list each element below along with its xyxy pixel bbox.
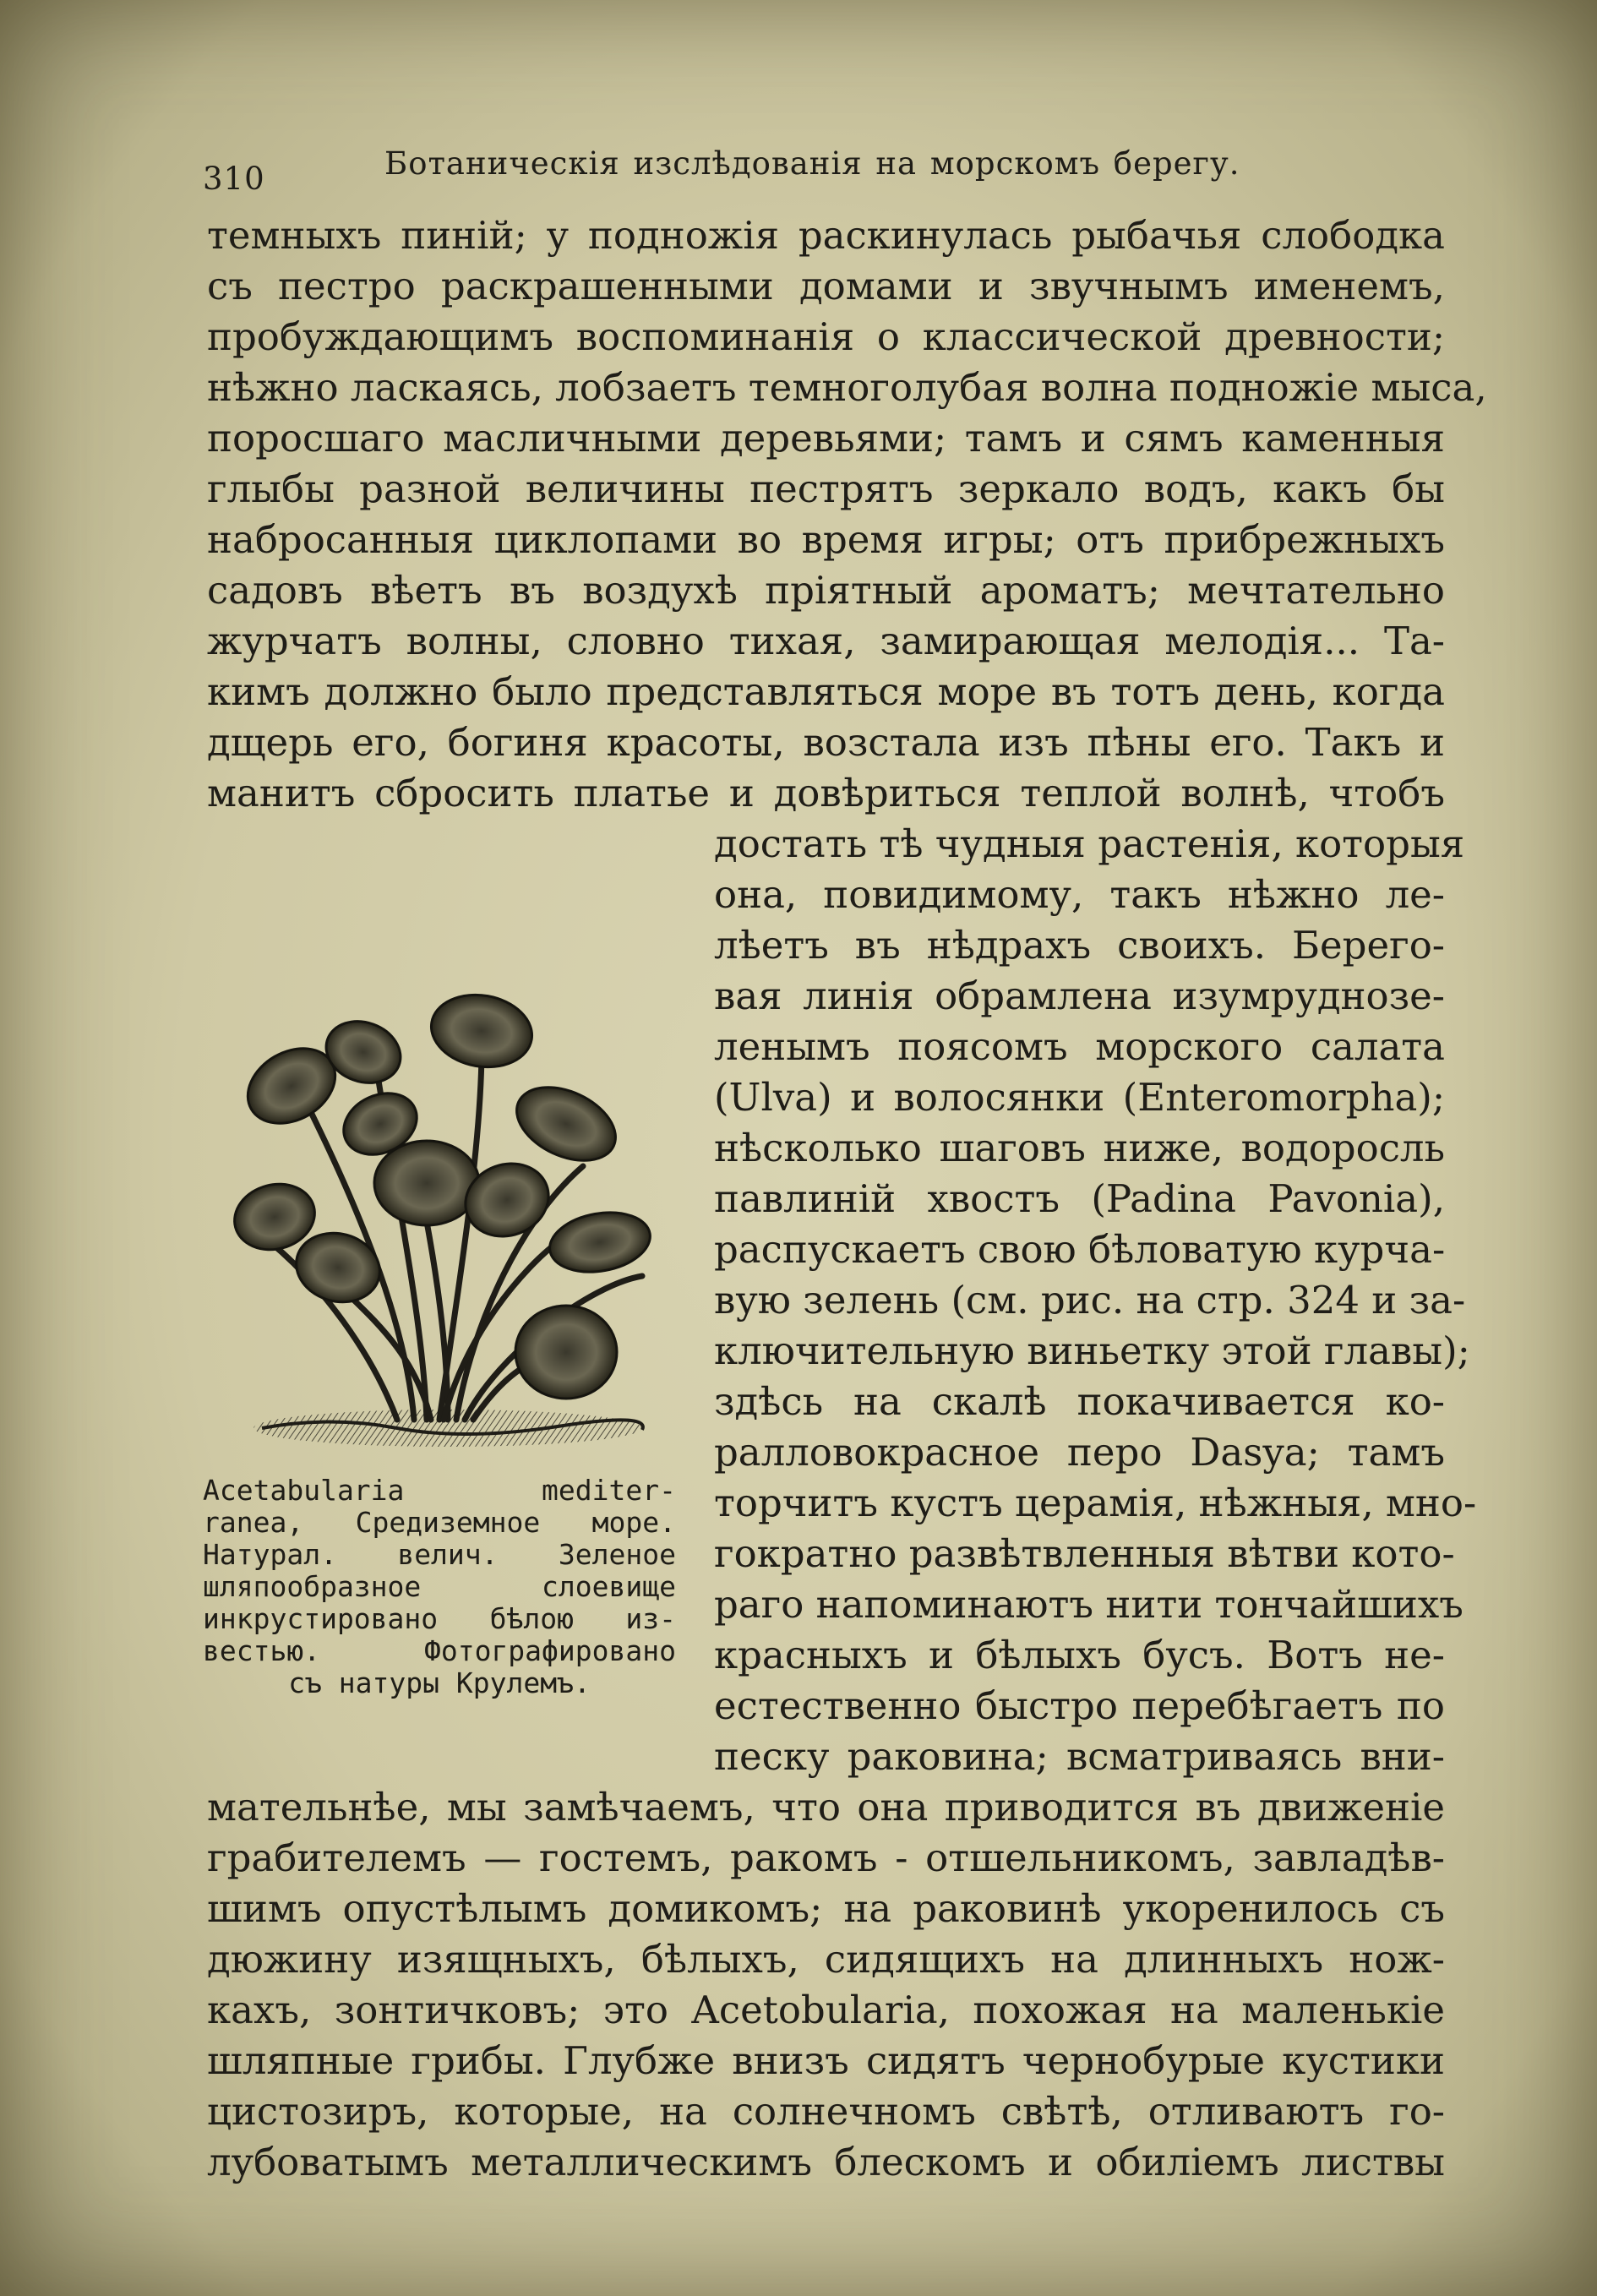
caption-line: съ натуры Крулемъ. <box>288 1666 591 1699</box>
text-line: достать тѣ чудныя растенія, которыя <box>714 821 1465 866</box>
text-line: манитъ сбросить платье и довѣриться теплой волнѣ, чтобъ <box>207 771 1445 815</box>
text-line: торчитъ кустъ церамія, нѣжныя, мно- <box>714 1481 1477 1525</box>
text-line: дщерь его, богиня красоты, возстала изъ пѣны его. Такъ и <box>207 720 1445 765</box>
text-line: красныхъ и бѣлыхъ бусъ. Вотъ не- <box>714 1633 1445 1677</box>
text-line: вую зелень (см. рис. на стр. 324 и за- <box>714 1278 1466 1323</box>
acetabularia-engraving-icon <box>203 845 693 1470</box>
text-line: гократно развѣтвленныя вѣтви кото- <box>714 1531 1455 1576</box>
page-number: 310 <box>203 161 265 197</box>
caption-line: вестью. Фотографировано <box>203 1634 676 1667</box>
text-line: поросшаго масличными деревьями; тамъ и сямъ каменныя <box>207 416 1445 461</box>
text-line: набросанныя циклопами во время игры; отъ прибрежныхъ <box>207 517 1445 562</box>
text-line: лубоватымъ металлическимъ блескомъ и обиліемъ листвы <box>207 2140 1445 2184</box>
text-line: кимъ должно было представляться море въ тотъ день, когда <box>207 669 1445 714</box>
text-line: садовъ вѣетъ въ воздухѣ пріятный ароматъ; мечтательно <box>207 568 1445 613</box>
caption-line: Натурал. велич. Зеленое <box>203 1538 676 1571</box>
caption-line: инкрустировано бѣлою из- <box>203 1602 676 1635</box>
text-line: (Ulva) и волосянки (Enteromorpha); <box>714 1075 1445 1120</box>
text-line: ленымъ поясомъ морского салата <box>714 1024 1445 1069</box>
text-line: нѣжно ласкаясь, лобзаетъ темноголубая волна подножіе мыса, <box>207 365 1487 410</box>
text-line: кахъ, зонтичковъ; это Acetobularia, похожая на маленькіе <box>207 1988 1445 2032</box>
text-line: распускаетъ свою бѣловатую курча- <box>714 1227 1446 1272</box>
text-line: цистозиръ, которые, на солнечномъ свѣтѣ, отливаютъ го- <box>207 2089 1445 2134</box>
text-line: темныхъ пиній; у подножія раскинулась рыбачья слободка <box>207 213 1445 258</box>
text-line: журчатъ волны, словно тихая, замирающая мелодія... Та- <box>207 619 1445 663</box>
text-line: здѣсь на скалѣ покачивается ко- <box>714 1379 1445 1424</box>
text-line: мательнѣе, мы замѣчаемъ, что она приводится въ движеніе <box>207 1785 1445 1830</box>
text-line: раго напоминаютъ нити тончайшихъ <box>714 1582 1463 1627</box>
text-line: шимъ опустѣлымъ домикомъ; на раковинѣ укоренилось съ <box>207 1886 1445 1931</box>
running-head <box>203 145 1267 196</box>
text-line: съ пестро раскрашенными домами и звучнымъ именемъ, <box>207 264 1445 308</box>
text-line: ралловокрасное перо Dasya; тамъ <box>714 1430 1445 1475</box>
text-line: нѣсколько шаговъ ниже, водоросль <box>714 1126 1445 1170</box>
running-title: Ботаническія изслѣдованія на морскомъ берегу. <box>384 145 1240 182</box>
figure-caption <box>203 1475 676 1699</box>
caption-line: шляпообразное слоевище <box>203 1570 676 1603</box>
text-line: лѣетъ въ нѣдрахъ своихъ. Берего- <box>714 923 1445 968</box>
text-line: глыбы разной величины пестрятъ зеркало водъ, какъ бы <box>207 466 1445 511</box>
text-line: она, повидимому, такъ нѣжно ле- <box>714 872 1445 917</box>
text-line: песку раковина; всматриваясь вни- <box>714 1734 1445 1779</box>
text-line: вая линія обрамлена изумруднозе- <box>714 973 1445 1018</box>
caption-line: ranea, Средиземное море. <box>203 1506 676 1539</box>
text-line: ключительную виньетку этой главы); <box>714 1328 1470 1373</box>
text-line: дюжину изящныхъ, бѣлыхъ, сидящихъ на длинныхъ нож- <box>207 1937 1445 1982</box>
text-line: павлиній хвостъ (Padina Pavonia), <box>714 1176 1445 1221</box>
caption-line: Acetabularia mediter- <box>203 1474 676 1507</box>
text-line: шляпные грибы. Глубже внизъ сидятъ чернобурые кустики <box>207 2038 1445 2083</box>
text-line: естественно быстро перебѣгаетъ по <box>714 1683 1445 1728</box>
text-line: пробуждающимъ воспоминанія о классической древности; <box>207 314 1445 359</box>
text-line: грабителемъ — гостемъ, ракомъ - отшельникомъ, завладѣв- <box>207 1835 1445 1880</box>
